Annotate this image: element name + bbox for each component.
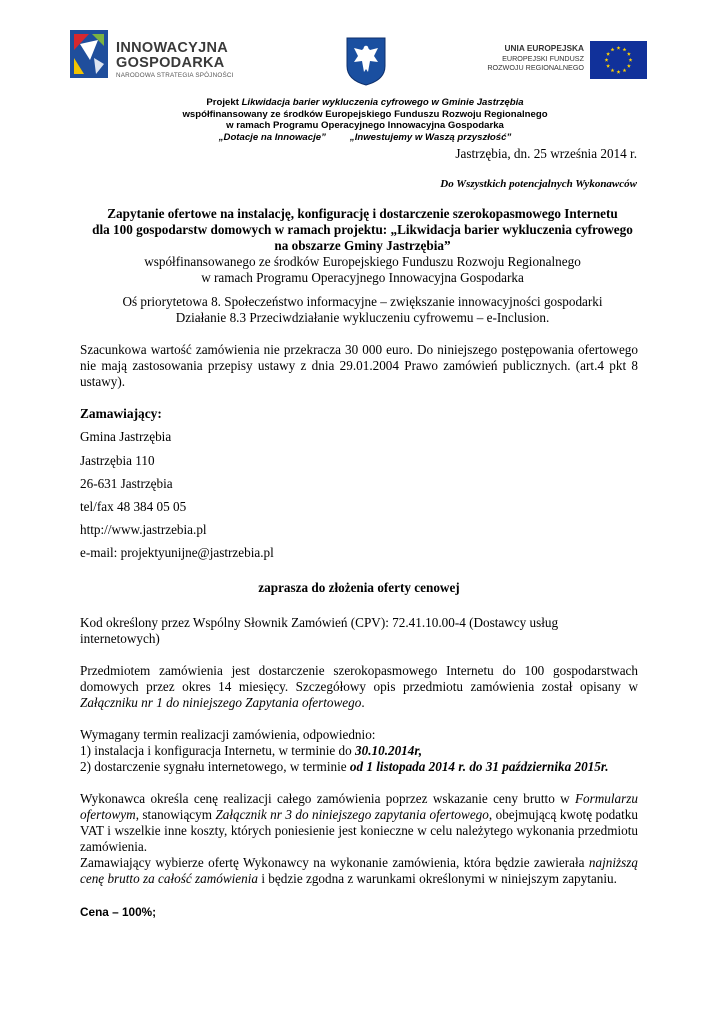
- term-intro: Wymagany termin realizacji zamówienia, odpowiednio:: [80, 727, 376, 742]
- title-line-3: na obszarze Gminy Jastrzębia”: [274, 238, 451, 253]
- eu-line-1: UNIA EUROPEJSKA: [504, 43, 584, 53]
- value-paragraph: Szacunkowa wartość zamówienia nie przekracza 30 000 euro. Do niniejszego postępowania ofertowego nie mają zastosowania przepisy ustawy z dnia 29.01.2004 Prawo zamówień publicznych. (art.4 pkt 8 ustawy).: [80, 342, 638, 389]
- ordering-party-name: Gmina Jastrzębia: [80, 429, 172, 444]
- document-date: Jastrzębia, dn. 25 września 2014 r.: [455, 146, 637, 161]
- document-title: [80, 206, 645, 286]
- ordering-party-heading: Zamawiający:: [80, 406, 162, 421]
- addressee: Do Wszystkich potencjalnych Wykonawców: [440, 178, 637, 190]
- offer-p2-a: Zamawiający wybierze ofertę Wykonawcy na wykonanie zamówienia, która będzie zawierała: [80, 855, 589, 870]
- title-line-4: współfinansowanego ze środków Europejskiego Funduszu Rozwoju Regionalnego: [144, 254, 581, 269]
- project-header: [120, 97, 610, 143]
- invitation: zaprasza do złożenia oferty cenowej: [258, 580, 460, 595]
- logo-line-2: GOSPODARKA: [116, 55, 225, 71]
- title-line-2: dla 100 gospodarstw domowych w ramach projektu: „Likwidacja barier wykluczenia cyfrowego: [92, 222, 633, 237]
- subject-text: Przedmiotem zamówienia jest dostarczenie szerokopasmowego Internetu do 100 gospodarstwach domowych przez okres 14 miesięcy. Szczegółowy opis przedmiotu zamówienia został opisany w: [80, 663, 638, 694]
- ordering-party-phone: tel/fax 48 384 05 05: [80, 499, 187, 514]
- slogan-1: „Dotacje na Innowacje”: [218, 131, 326, 143]
- offer-p1-e: , obejmującą kwotę podatku VAT i wszelkie inne koszty, których poniesienie jest konieczne w celu należytego wykonania przedmiotu zamówienia.: [80, 807, 638, 854]
- axis-line-2: Działanie 8.3 Przeciwdziałanie wykluczeniu cyfrowemu – e-Inclusion.: [175, 310, 550, 325]
- eu-line-3: ROZWOJU REGIONALNEGO: [487, 63, 584, 72]
- ordering-party-website[interactable]: http://www.jastrzebia.pl: [80, 522, 207, 537]
- ordering-party-street: Jastrzębia 110: [80, 453, 155, 468]
- eu-flag-icon: [590, 41, 647, 79]
- slogan-2: „Inwestujemy w Waszą przyszłość”: [349, 131, 512, 143]
- subject-paragraph: [80, 663, 638, 711]
- innovation-mark-icon: [70, 30, 108, 78]
- ordering-party-email[interactable]: e-mail: projektyunijne@jastrzebia.pl: [80, 545, 274, 560]
- term-item-1-date: 30.10.2014r,: [355, 743, 423, 758]
- project-prefix: Projekt: [206, 97, 242, 108]
- axis-line-1: Oś priorytetowa 8. Społeczeństwo informacyjne – zwiększanie innowacyjności gospodarki: [122, 294, 603, 309]
- term-item-2: [80, 759, 638, 775]
- project-line-1: [120, 97, 610, 109]
- eu-line-2: EUROPEJSKI FUNDUSZ: [502, 54, 584, 63]
- logo-line-3: NARODOWA STRATEGIA SPÓJNOŚCI: [116, 72, 234, 79]
- project-name: Likwidacja barier wykluczenia cyfrowego w Gminie Jastrzębia: [241, 97, 524, 108]
- innowacyjna-gospodarka-logo: [70, 30, 240, 85]
- price-criterion: Cena – 100%;: [80, 905, 157, 919]
- crest-eagle-icon: [344, 36, 388, 86]
- cpv-paragraph: Kod określony przez Wspólny Słownik Zamówień (CPV): 72.41.10.00-4 (Dostawcy usług internetowych): [80, 615, 559, 646]
- eu-label: [480, 43, 584, 72]
- project-line-2: współfinansowany ze środków Europejskiego Funduszu Rozwoju Regionalnego: [182, 108, 548, 120]
- offer-p1-a: Wykonawca określa cenę realizacji całego zamówienia poprzez wskazanie ceny brutto w: [80, 791, 575, 806]
- subject-end: .: [361, 695, 365, 710]
- logo-line-1: INNOWACYJNA: [116, 40, 229, 56]
- term-item-2-date: od 1 listopada 2014 r. do 31 października 2015r.: [349, 759, 609, 774]
- subject-attachment: Załączniku nr 1 do niniejszego Zapytania ofertowego: [80, 695, 362, 710]
- term-paragraph: [80, 727, 638, 775]
- title-line-5: w ramach Programu Operacyjnego Innowacyjna Gospodarka: [201, 270, 524, 285]
- offer-p2-c: i będzie zgodna z warunkami określonymi w niniejszym zapytaniu.: [258, 871, 617, 886]
- offer-selection-paragraph: [80, 855, 638, 887]
- project-line-3: w ramach Programu Operacyjnego Innowacyjna Gospodarka: [226, 120, 504, 131]
- offer-lowest-price: najniższą cenę brutto za całość zamówienia: [80, 855, 638, 886]
- offer-form-name: Formularzu ofertowym: [80, 791, 638, 822]
- ordering-party-postal: 26-631 Jastrzębia: [80, 476, 173, 491]
- title-line-1: Zapytanie ofertowe na instalację, konfigurację i dostarczenie szerokopasmowego Internetu: [107, 206, 618, 221]
- offer-p1-c: , stanowiącym: [135, 807, 216, 822]
- offer-attachment: Załącznik nr 3 do niniejszego zapytania ofertowego: [215, 807, 489, 822]
- project-slogans: [120, 132, 610, 144]
- term-item-2-text: 2) dostarczenie sygnału internetowego, w terminie: [80, 759, 350, 774]
- priority-axis: [80, 294, 645, 326]
- offer-paragraph: [80, 791, 638, 887]
- term-item-1: [80, 743, 638, 759]
- offer-price-paragraph: [80, 791, 638, 855]
- term-item-1-text: 1) instalacja i konfiguracja Internetu, w terminie do: [80, 743, 356, 758]
